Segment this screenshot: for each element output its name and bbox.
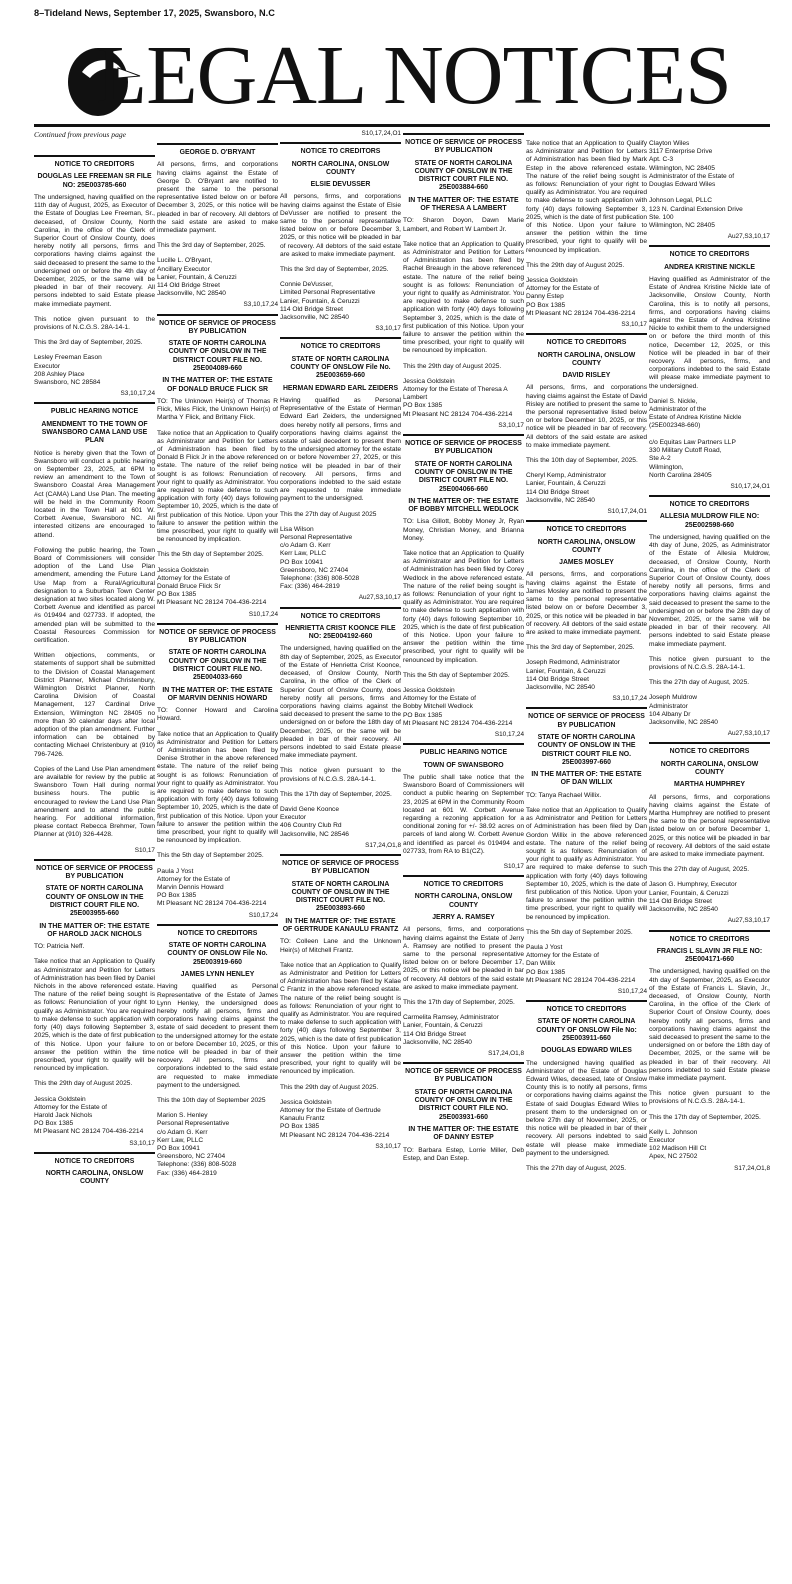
- notice-subheading: MARTHA HUMPHREY: [674, 781, 745, 789]
- notice-heading: NOTICE TO CREDITORS: [546, 526, 627, 534]
- legal-notice: [649, 930, 770, 1173]
- notice-heading: NOTICE OF SERVICE OF PROCESS BY PUBLICATION: [528, 713, 645, 729]
- notice-heading: NOTICE OF SERVICE OF PROCESS BY PUBLICATION: [405, 139, 522, 155]
- notice-heading: NOTICE TO CREDITORS: [177, 929, 258, 937]
- legal-notice: [526, 707, 647, 996]
- section-rule: [280, 854, 401, 856]
- notice-subheading: STATE OF NORTH CAROLINA COUNTY OF ONSLOW IN THE DISTRICT COURT FILE NO. 25E004066-660: [414, 460, 513, 493]
- notice-paragraph: This the 5th day of September 2025.: [157, 852, 264, 860]
- section-rule: [649, 930, 770, 932]
- notice-paragraph: Take notice that an Application to Qualify as Administrator and Petition for Letters of Administration has been filed by Dan Gordon Willix in the above referenced estate. The nature of the relief being sought is as follows: Renunciation of your right to qualify as Administrator. You are required to make defense to such application with forty (40) days following September 10, 2025, which is the date of first publication of this Notice. Upon your failure to answer the petition within the time prescribed, your right to qualify will be renounced by implication.: [526, 806, 647, 921]
- notice-subheading: STATE OF NORTH CAROLINA COUNTY OF ONSLOW IN THE DISTRICT COURT FILE NO. 25E003884-660: [414, 159, 513, 192]
- section-rule: [403, 743, 524, 745]
- notice-paragraph: This the 3rd day of September, 2025.: [280, 266, 389, 274]
- legal-notice: [34, 155, 155, 398]
- notice-subheading: STATE OF NORTH CAROLINA COUNTY OF ONSLOW File No: 25E003911-660: [536, 1018, 637, 1043]
- notice-heading: NOTICE OF SERVICE OF PROCESS BY PUBLICATION: [405, 440, 522, 456]
- notice-subheading: IN THE MATTER OF: THE ESTATE OF GERTRUDE KANAULU FRANTZ: [282, 917, 399, 934]
- notice-paragraph: This notice given pursuant to the provisions of N.C.G.S. 28A-14-1.: [280, 767, 401, 783]
- notice-subheading: STATE OF NORTH CAROLINA COUNTY OF ONSLOW IN THE DISTRICT COURT FILE NO. 25E004033-660: [168, 649, 267, 682]
- notice-paragraph: This the 27th day of August, 2025.: [526, 1165, 627, 1173]
- publication-dates: S10,17,24: [494, 731, 524, 739]
- notice-paragraph: Take notice that an Application to Qualify as Administrator and Petition for Letters of Administration has been filed by Mark Estep in the above referenced estate. The nature of the relief being sought is as follows: Renunciation of your right to qualify as Administrator. You are required to make defense to such application with forty (40) days following September 3, 2025, which is the date of first publication of this Notice. Upon your failure to answer the petition within the time prescribed, your right to qualify will be renounced by implication.: [526, 140, 647, 254]
- publication-dates: Au27,S3,10,17: [727, 730, 770, 738]
- notice-signature-block: Lucille L. O'Bryant, Ancillary Executor Lanier, Fountain, & Ceruzzi 114 Old Bridge Street Jacksonville, NC 28540: [157, 257, 237, 298]
- notice-paragraph: This the 27th day of August, 2025.: [649, 679, 750, 687]
- legal-notice: [34, 1152, 155, 1187]
- notice-signature-block: Jessica Goldstein Attorney for the Estate of Theresa A Lambert PO Box 1385 Mt Pleasant NC 28124 704-436-2214: [403, 377, 513, 418]
- notice-paragraph: The undersigned having qualified as Administrator of the Estate of Douglas Edward Wiles, deceased, late of Onslow County this is to notify all persons, firms or corporations having claims against the Estate of said Douglas Edward Wiles to present them to the undersigned on or before 27th day of November, 2025, or this notice will be pleaded in bar of their recovery. All persons indebted to said estate will please make immediate payment to the undersigned.: [526, 1059, 647, 1157]
- notice-paragraph: TO: Sharon Doyon, Dawn Marie Lambert, and Robert W Lambert Jr.: [403, 217, 524, 233]
- notice-paragraph: All persons, firms, and corporations having claims against the Estate of George D. O'Bryant are notified to present the same to the personal representative listed below on or before December 3, 2025, or this notice will be pleaded in bar of recovery. All debtors of the said estate are asked to make immediate payment.: [157, 161, 278, 234]
- publication-dates: S3,10,17,24: [243, 301, 278, 309]
- publication-dates: S17,24,O1,8: [734, 1164, 770, 1172]
- notice-subheading: HENRIETTA CRIST KOONCE FILE NO: 25E004192-660: [285, 624, 396, 641]
- legal-notice: [403, 875, 524, 1058]
- column-3: [280, 130, 401, 1574]
- notice-paragraph: Having qualified as Personal Representative of the Estate of Herman Edward Earl Zeiders, the undersigned does hereby notify all persons, firms and corporations having claims against the estate of said decedent to present them to the undersigned attorney for the estate on or before November 27, 2025, or this notice will be pleaded in bar of their recovery. All persons, firms and corporations indebted to the said estate are requested to make immediate payment to the undersigned.: [280, 396, 401, 503]
- publication-dates: S3,10,17: [375, 1142, 401, 1150]
- legal-notice: [403, 133, 524, 430]
- notice-subheading: STATE OF NORTH CAROLINA COUNTY OF ONSLOW File No. 25E003659-660: [290, 355, 391, 380]
- notice-subheading: STATE OF NORTH CAROLINA COUNTY OF ONSLOW File No. 25E003919-660: [167, 942, 268, 966]
- notice-paragraph: This the 3rd day of September, 2025.: [526, 644, 635, 652]
- notice-subheading: TOWN OF SWANSBORO: [423, 761, 504, 769]
- notice-heading: NOTICE TO CREDITORS: [669, 251, 750, 259]
- running-head: 8–Tideland News, September 17, 2025, Swansboro, N.C: [34, 8, 275, 18]
- section-rule: [157, 924, 278, 926]
- notice-signature-block: Lesley Freeman Eason Executor 208 Ashley Place Swansboro, NC 28584: [34, 354, 102, 386]
- notice-subheading: JAMES LYNN HENLEY: [180, 971, 255, 979]
- notice-heading: NOTICE OF SERVICE OF PROCESS BY PUBLICATION: [36, 864, 153, 881]
- legal-notice: [157, 924, 278, 1178]
- notice-paragraph: Take notice that an Application to Qualify as Administrator and Petition for Letters of Administration has been filed by Denise Strother in the above referenced estate. The nature of the relief being sought is as follows: Renunciation of your right to qualify as Administrator. You are required to make defense to such application with forty (40) days following September 10, 2025, which is the date of first publication of this Notice. Upon your failure to answer the petition within the time prescribed, your right to qualify will be renounced by implication.: [157, 730, 278, 845]
- notice-subheading: STATE OF NORTH CAROLINA COUNTY OF ONSLOW IN THE DISTRICT COURT FILE NO. 25E004089-660: [168, 340, 267, 373]
- notice-paragraph: Take notice that an Application to Qualify as Administrator and Petition for Letters of Administration has been filed by Donald B Flick Jr in the above referenced estate. The nature of the relief being sought is as follows: Renunciation of your right to qualify as Administrator. You are required to make defense to such application with forty (40) days following September 10, 2025, which is the date of first publication of this Notice. Upon your failure to answer the petition within the time prescribed, your right to qualify will be renounced by implication.: [157, 429, 278, 544]
- notice-paragraph: TO: Colleen Lane and the Unknown Heir(s) of Mitchell Frantz.: [280, 938, 401, 954]
- notice-signature-block: Cheryl Kemp, Administrator Lanier, Fountain, & Ceruzzi 114 Old Bridge Street Jacksonville, NC 28540: [526, 472, 607, 504]
- notice-paragraph: This the 5th day of September 2025.: [526, 928, 633, 936]
- notice-signature-block: Jason G. Humphrey, Executor Lanier, Fountain, & Ceruzzi 114 Old Bridge Street Jacksonville, NC 28540: [649, 881, 737, 914]
- notice-heading: NOTICE TO CREDITORS: [423, 881, 504, 889]
- section-rule: [526, 520, 647, 522]
- notice-paragraph: Take notice that an Application to Qualify as Administrator and Petition for Letters of Administration has been filed by Daniel Nichols in the above referenced estate. The nature of the relief being sought is as follows: Renunciation of your right to qualify as Administrator. You are required to make defense to such application with forty (40) days following September 3, 2025, which is the date of first publication of this Notice. Upon your failure to answer the petition within the time prescribed, your right to qualify will be renounced by implication.: [34, 958, 155, 1073]
- notice-paragraph: All persons, firms, and corporations having claims against the Estate of James Mosley are notified to present the same to the personal representative listed below on or before December 3, 2025, or this notice will be pleaded in bar of recovery. All debtors of the said estate are asked to make immediate payment.: [526, 571, 647, 636]
- legal-notice: [526, 1000, 647, 1173]
- publication-dates: S10,17,24,O1: [607, 508, 647, 516]
- notice-heading: NOTICE OF SERVICE OF PROCESS BY PUBLICATION: [405, 1068, 522, 1084]
- section-rule: [403, 1062, 524, 1064]
- notice-signature-block: Daniel S. Nickle, Administrator of the Estate of Andrea Kristine Nickle (25E002348-660) c/o Equitas Law Partners LLP 330 Military Cutoff Road, Ste A-2 Wilmington, North Carolina 28405: [649, 397, 742, 479]
- legal-notice: [403, 743, 524, 871]
- column-1: [34, 152, 155, 1584]
- notice-subheading: FRANCIS L SLAVIN JR FILE NO: 25E004171-660: [656, 947, 763, 964]
- publication-dates: S10,17,24,O1: [361, 130, 401, 137]
- notice-heading: NOTICE TO CREDITORS: [54, 1157, 135, 1165]
- legal-notice: [649, 495, 770, 738]
- notice-paragraph: Take notice that an Application to Qualify as Administrator and Petition for Letters of Administration has been filed by Rachel Breaugh in the above referenced estate. The nature of the relief being sought is as follows: Renunciation of your right to qualify as Administrator. You are required to make defense to such application with forty (40) days following September 3, 2025, which is the date of first publication of this Notice. Upon your failure to answer the petition within the time prescribed, your right to qualify will be renounced by implication.: [403, 240, 524, 355]
- notice-heading: GEORGE D. O'BRYANT: [179, 149, 256, 156]
- notice-paragraph: Take notice that an Application to Qualify as Administrator and Petition for Letters of Administration has been filed by Kalae C Frantz in the above referenced estate. The nature of the relief being sought is as follows: Renunciation of your right to qualify as Administrator. You are required to make defense to such application with forty (40) days following September 3, 2025, which is the date of first publication of this Notice. Upon your failure to answer the petition within the time prescribed, your right to qualify will be renounced by implication.: [280, 961, 401, 1076]
- publication-dates: S10,17,24: [617, 987, 647, 995]
- notice-paragraph: Having qualified as Personal Representative of the Estate of James Lynn Henley, the undersigned does hereby notify all persons, firms and corporations having claims against the estate of said decedent to present them to the undersigned attorney for the estate on or before December 10, 2025, or this notice will be pleaded in bar of their recovery. All persons, firms and corporations indebted to the said estate are requested to make immediate payment to the undersigned.: [157, 983, 278, 1089]
- notice-paragraph: Following the public hearing, the Town Board of Commissioners will consider adoption of the Land Use Plan amendment, amending the Future Land Use Map from a Rural/Agricultural designation to a Suburban Town Center designation at two sites located along W. Corbett Avenue and identified as parcel #s 019494 and 027733. If adopted, the amended plan will be submitted to the Coastal Resources Commission for certification.: [34, 546, 155, 645]
- notice-signature-block: Connie DeVusser, Limited Personal Representative Lanier, Fountain, & Ceruzzi 114 Old Bridge Street Jacksonville, NC 28540: [280, 281, 376, 322]
- notice-subheading: ANDREA KRISTINE NICKLE: [664, 263, 755, 271]
- section-rule: [649, 495, 770, 497]
- section-rule: [34, 859, 155, 861]
- legal-notice: [280, 142, 401, 333]
- notice-paragraph: This the 5th day of September 2025.: [157, 551, 264, 559]
- notice-heading: PUBLIC HEARING NOTICE: [419, 749, 508, 757]
- notice-paragraph: This the 27th day of August 2025: [280, 510, 377, 518]
- notice-heading: NOTICE TO CREDITORS: [546, 1006, 627, 1014]
- notice-signature-block: Clayton Wiles 3117 Enterprise Drive Apt. C-3 Wilmington, NC 28405 Administrator of the Estate of Douglas Edward Wiles Johnson Legal, PLLC 123 N. Cardinal Extension Drive Ste. 100 Wilmington, NC 28405: [649, 140, 743, 230]
- notice-subheading: IN THE MATTER OF: THE ESTATE OF MARVIN DENNIS HOWARD: [162, 686, 273, 702]
- notice-heading: NOTICE TO CREDITORS: [669, 501, 750, 509]
- notice-heading: PUBLIC HEARING NOTICE: [50, 408, 139, 416]
- notice-subheading: NORTH CAROLINA, ONSLOW COUNTY: [414, 893, 513, 909]
- publication-dates: S10,17: [134, 846, 155, 854]
- publication-dates: S10,17,24: [248, 610, 278, 618]
- notice-paragraph: TO: Lisa Gillott, Bobby Money Jr, Ryan Money, Christian Money, and Brianna Money.: [403, 518, 524, 542]
- legal-notice: [526, 140, 647, 329]
- notice-heading: NOTICE TO CREDITORS: [300, 612, 381, 620]
- section-rule: [403, 875, 524, 877]
- section-rule: [157, 314, 278, 316]
- header-rule: [34, 124, 770, 127]
- notice-signature-block: Paula J Yost Attorney for the Estate of Dan Willix PO Box 1385 Mt Pleasant NC 28124 704-436-2214: [526, 943, 636, 984]
- notice-subheading: DOUGLAS EDWARD WILES: [541, 1047, 632, 1055]
- publication-dates: S3,10,17: [621, 321, 647, 329]
- legal-notice: [157, 314, 278, 619]
- notice-paragraph: This the 29th day of August 2025.: [403, 362, 502, 370]
- section-rule: [34, 155, 155, 157]
- section-rule: [649, 742, 770, 744]
- column-6: [649, 140, 770, 1584]
- notice-paragraph: The undersigned, having qualified on the 4th day of September, 2025, as Executor of the Estate of Francis L. Slavin, Jr., deceased, of Onslow County, North Carolina, in the office of the Clerk of Superior Court of Onslow County, does hereby notify all persons, firms and corporations having claims against the said deceased to present the same to the undersigned on or before the 18th day of December, 2025, or the same will be pleaded in bar of their recovery. All persons indebted to said Estate please make immediate payment.: [649, 968, 770, 1083]
- legal-notice: [280, 607, 401, 850]
- notice-paragraph: This the 27th day of August, 2025.: [649, 866, 750, 874]
- publication-dates: Au27,S3,10,17: [358, 594, 401, 602]
- notice-paragraph: Having qualified as Administrator of the Estate of Andrea Kristine Nickle late of Jacksonville, Onslow County, North Carolina, this is to notify all persons, firms, and corporations having claims against the Estate of Andrea Kristine Nickle to exhibit them to the undersigned on or before the third month of this notice, December 12, 2025, or this Notice will be pleaded in bar of their recovery. All persons, firms, and corporations indebted to the said Estate will please make immediate payment to the undersigned.: [649, 276, 770, 390]
- section-rule: [34, 1152, 155, 1154]
- section-rule: [157, 143, 278, 145]
- notice-paragraph: Written objections, comments, or statements of support shall be submitted to the Division of Coastal Management District Planner, Michael Christenbury, Wilmington District Planner, North Carolina Division of Coastal Management, 127 Cardinal Drive Extension, Wilmington NC 28405 no more than 30 calendar days after local adoption of the plan amendment. Further information can be obtained by contacting Michael Christenbury at (910) 796-7426.: [34, 652, 155, 758]
- continued-note: Continued from previous page: [34, 130, 127, 139]
- publication-dates: Au27,S3,10,17: [727, 917, 770, 925]
- notice-subheading: NORTH CAROLINA, ONSLOW COUNTY: [537, 351, 636, 367]
- notice-paragraph: All persons, firms, and corporations having claims against the Estate of Martha Humphrey are notified to present the same to the personal representative listed below on or before December 1, 2025, or this notice will be pleaded in bar of recovery. All debtors of the said estate are asked to make immediate payment.: [649, 793, 770, 859]
- notice-subheading: IN THE MATTER OF: THE ESTATE OF DANNY ESTEP: [408, 1125, 519, 1142]
- section-rule: [403, 434, 524, 436]
- legal-notice: [526, 333, 647, 516]
- notice-heading: NOTICE OF SERVICE OF PROCESS BY PUBLICATION: [159, 628, 276, 645]
- notice-paragraph: TO: Tanya Rachael Willix.: [526, 791, 602, 799]
- notice-paragraph: This the 5th day of September 2025.: [403, 671, 510, 679]
- notice-subheading: STATE OF NORTH CAROLINA COUNTY OF ONSLOW IN THE DISTRICT COURT FILE NO. 25E003955-660: [45, 885, 144, 918]
- notice-signature-block: Jessica Goldstein Attorney for the Estate of Danny Estep PO Box 1385 Mt Pleasant NC 28124 704-436-2214: [526, 277, 636, 317]
- publication-dates: S3,10,17,24: [120, 390, 155, 398]
- notice-paragraph: This the 3rd day of September, 2025.: [34, 339, 143, 347]
- notice-subheading: STATE OF NORTH CAROLINA COUNTY OF ONSLOW IN THE DISTRICT COURT FILE NO. 25E003931-660: [414, 1088, 513, 1121]
- section-rule: [649, 245, 770, 247]
- notice-subheading: IN THE MATTER OF: THE ESTATE OF DONALD BRUCE FLICK SR: [162, 377, 273, 393]
- notice-paragraph: The undersigned, having qualified on the 4th day of June, 2025, as Administrator of the Estate of Allesia Muldrow, deceased, of Onslow County, North Carolina, in the office of the Clerk of Superior Court of Onslow County, does hereby notify all persons, firms and corporations having claims against the said deceased to present the same to the undersigned on or before the 28th day of November, 2025, or the same will be pleaded in bar of their recovery. All persons indebted to said Estate please make immediate payment.: [649, 534, 770, 648]
- notice-paragraph: This the 10th day of September, 2025.: [526, 457, 638, 465]
- section-rule: [157, 623, 278, 625]
- publication-dates: S3,10,17: [498, 421, 524, 429]
- notice-signature-block: Joseph Redmond, Administrator Lanier, Fountain, & Ceruzzi 114 Old Bridge Street Jacksonville, NC 28540: [526, 659, 620, 691]
- notice-heading: NOTICE OF SERVICE OF PROCESS BY PUBLICATION: [282, 859, 399, 876]
- notice-signature-block: Jessica Goldstein Attorney for the Estate of Harold Jack Nichols PO Box 1385 Mt Pleasant NC 28124 704-436-2214: [34, 1095, 144, 1136]
- column-4: [403, 130, 524, 1574]
- section-rule: [403, 133, 524, 135]
- notice-paragraph: All persons, firms, and corporations having claims against the Estate of David Risley are notified to present the same to the personal representative listed below on or before December 10, 2025, or this notice will be pleaded in bar of recovery. All debtors of the said estate are asked to make immediate payment.: [526, 384, 647, 449]
- legal-notice: [403, 1062, 524, 1163]
- legal-notice: [34, 859, 155, 1148]
- notice-subheading: IN THE MATTER OF: THE ESTATE OF HAROLD JACK NICHOLS: [39, 922, 150, 938]
- section-rule: [526, 1000, 647, 1002]
- publication-dates: S10,17: [503, 862, 524, 870]
- notice-paragraph: This notice given pursuant to the provisions of N.C.G.S. 28A-14-1.: [649, 655, 770, 672]
- notice-signature-block: Jessica Goldstein Attorney for the Estate of Donald Bruce Flick Sr PO Box 1385 Mt Pleasant NC 28124 704-436-2214: [157, 566, 267, 607]
- notice-heading: NOTICE TO CREDITORS: [669, 748, 750, 756]
- notice-subheading: ELSIE DEVUSSER: [310, 181, 371, 189]
- legal-notice: [280, 130, 401, 138]
- notice-paragraph: TO: Patricia Neff.: [34, 943, 85, 951]
- banner-title: LEGAL NOTICES: [96, 29, 731, 122]
- publication-dates: S3,10,17: [129, 1139, 155, 1147]
- notice-subheading: NORTH CAROLINA, ONSLOW COUNTY: [291, 160, 390, 176]
- section-rule: [526, 707, 647, 709]
- notice-paragraph: This notice given pursuant to the provisions of N.C.G.S. 28A-14-1.: [34, 315, 155, 331]
- legal-notice: [649, 245, 770, 491]
- notice-subheading: STATE OF NORTH CAROLINA COUNTY OF ONSLOW IN THE DISTRICT COURT FILE NO. 25E003893-660: [291, 880, 390, 913]
- legal-notice: [649, 140, 770, 241]
- notice-paragraph: This notice given pursuant to the provisions of N.C.G.S. 28A-14-1.: [649, 1090, 770, 1106]
- page-header: [0, 0, 792, 139]
- notice-subheading: NORTH CAROLINA, ONSLOW COUNTY: [45, 1170, 144, 1186]
- legal-notice: [157, 623, 278, 920]
- notice-signature-block: Carmelita Ramsey, Administrator Lanier, Fountain, & Ceruzzi 114 Old Bridge Street Jacksonville, NC 28540: [403, 1014, 499, 1046]
- notice-paragraph: This the 17th day of September, 2025.: [649, 1113, 761, 1121]
- notice-heading: NOTICE OF SERVICE OF PROCESS BY PUBLICATION: [159, 319, 276, 335]
- notice-heading: NOTICE TO CREDITORS: [669, 935, 750, 943]
- notice-paragraph: This the 29th day of August 2025.: [34, 1080, 133, 1088]
- notice-heading: NOTICE TO CREDITORS: [54, 161, 135, 168]
- legal-notice: [403, 434, 524, 739]
- notice-subheading: IN THE MATTER OF: THE ESTATE OF THERESA A LAMBERT: [408, 196, 519, 213]
- section-rule: [280, 337, 401, 339]
- notice-subheading: JAMES MOSLEY: [559, 559, 614, 567]
- publication-dates: S10,17,24: [248, 911, 278, 919]
- notice-subheading: DAVID RISLEY: [562, 372, 611, 380]
- notice-subheading: ALLESIA MULDROW FILE NO: 25E002598-660: [659, 513, 760, 529]
- publication-dates: Au27,S3,10,17: [727, 233, 770, 241]
- notice-paragraph: Copies of the Land Use Plan amendment are available for review by the public at Swansboro Town Hall during normal business hours. The public is encouraged to review the Land Use Plan amendment and to attend the public hearing. For additional information, please contact Rebecca Brehmer, Town Planner at (910) 326-4428.: [34, 765, 155, 839]
- notice-subheading: JERRY A. RAMSEY: [432, 914, 495, 922]
- notice-paragraph: This the 29th day of August 2025.: [280, 1083, 379, 1091]
- notice-heading: NOTICE TO CREDITORS: [300, 343, 381, 351]
- notice-paragraph: This the 29th day of August 2025.: [526, 261, 625, 269]
- notice-paragraph: TO: Conner Howard and Carolina Howard.: [157, 707, 278, 723]
- notice-heading: NOTICE TO CREDITORS: [300, 148, 381, 156]
- notice-signature-block: Joseph Muldrow Administrator 104 Albany Dr Jacksonville, NC 28540: [649, 694, 718, 727]
- column-5: [526, 140, 647, 1584]
- notice-paragraph: The undersigned, having qualified on the 8th day of September, 2025, as Executor of the Estate of Henrietta Crist Koonce, deceased, of Onslow County, North Carolina, in the office of the Clerk of Superior Court of Onslow County, does hereby notify all persons, firms and corporations having claims against the said deceased to present the same to the undersigned on or before the 18th day of December, 2025, or the same will be pleaded in bar of their recovery. All persons indebted to said Estate please make immediate payment.: [280, 645, 401, 760]
- publication-dates: S17,24,O1,8: [365, 841, 401, 849]
- notice-paragraph: The public shall take notice that the Swansboro Board of Commissioners will conduct a public hearing on September 23, 2025 at 6PM in the Community Room located at 601 W. Corbett Avenue regarding a rezoning application for a conditional zoning for +/- 38.92 acres on parcels of land along W. Corbett Avenue and identified as parcel #s 019494 and 027733, from RA to B1(CZ).: [403, 773, 524, 855]
- notice-signature-block: Jessica Goldstein Attorney for the Estate of Bobby Mitchell Wedlock PO Box 1385 Mt Pleasant NC 28124 704-436-2214: [403, 687, 513, 727]
- publication-dates: S17,24,O1,8: [488, 1049, 524, 1057]
- legal-notice: [649, 742, 770, 925]
- notice-signature-block: David Gene Koonce Executor 406 Country Club Rd Jacksonville, NC 28546: [280, 805, 349, 838]
- legal-notice: [526, 520, 647, 703]
- section-rule: [280, 142, 401, 144]
- notice-subheading: DOUGLAS LEE FREEMAN SR FILE NO: 25E003785-660: [37, 173, 152, 189]
- notice-subheading: AMENDMENT TO THE TOWN OF SWANSBORO CAMA LAND USE PLAN: [41, 420, 148, 445]
- notice-subheading: IN THE MATTER OF: THE ESTATE OF DAN WILLIX: [531, 771, 642, 787]
- notice-signature-block: Kelly L. Johnson Executor 102 Madison Hill Ct Apex, NC 27502: [649, 1128, 707, 1161]
- notice-paragraph: TO: Barbara Estep, Lorrie Miller, Deb Estep, and Dan Estep.: [403, 1146, 524, 1162]
- notice-signature-block: Jessica Goldstein Attorney for the Estate of Gertrude Kanaulu Frantz PO Box 1385 Mt Pleasant NC 28124 704-436-2214: [280, 1098, 390, 1139]
- publication-dates: S3,10,17: [375, 325, 401, 333]
- notice-paragraph: TO: The Unknown Heir(s) of Thomas R Flick, Miles Flick, the Unknown Heir(s) of Martha Y Flick, and Brittany Flick.: [157, 397, 278, 422]
- notice-paragraph: Notice is hereby given that the Town of Swansboro will conduct a public hearing on September 23, 2025, at 6PM to review an amendment to the Town of Swansboro Coastal Area Management Act (CAMA) Land Use Plan. The meeting will be held in the Community Room located in the Town Hall at 601 W. Corbett Avenue, Swansboro NC. All interested citizens are encouraged to attend.: [34, 449, 155, 539]
- legal-notice: [34, 402, 155, 855]
- section-rule: [34, 402, 155, 404]
- notice-paragraph: All persons, firms, and corporations having claims against the Estate of Elsie DeVusser are notified to present the same to the personal representative listed below on or before December 3, 2025, or this notice will be pleaded in bar of recovery. All debtors of the said estate are asked to make immediate payment.: [280, 193, 401, 258]
- notice-paragraph: This the 10th day of September 2025: [157, 1096, 266, 1104]
- notice-paragraph: All persons, firms, and corporations having claims against the Estate of Jerry A. Ramsey are notified to present the same to the personal representative listed below on or before December 17, 2025, or this notice will be pleaded in bar of recovery. All debtors of the said estate are asked to make immediate payment.: [403, 926, 524, 991]
- notice-signature-block: Marion S. Henley Personal Representative c/o Adam G. Kerr Kerr Law, PLLC PO Box 10941 Greensboro, NC 27404 Telephone: (336) 808-5028 Fax: (336) 464-2819: [157, 1112, 237, 1177]
- legal-notice: [280, 337, 401, 602]
- notice-paragraph: This the 17th day of September, 2025.: [403, 998, 515, 1006]
- publication-dates: S10,17,24,O1: [730, 482, 770, 490]
- notice-paragraph: This the 17th day of September, 2025.: [280, 790, 392, 798]
- legal-notice: [280, 854, 401, 1151]
- notice-signature-block: Paula J Yost Attorney for the Estate of Marvin Dennis Howard PO Box 1385 Mt Pleasant NC 28124 704-436-2214: [157, 867, 267, 908]
- section-rule: [280, 607, 401, 609]
- column-2: [157, 140, 278, 1584]
- notice-subheading: NORTH CAROLINA, ONSLOW COUNTY: [537, 538, 636, 554]
- notice-signature-block: Lisa Wilson Personal Representative c/o Adam G. Kerr Kerr Law, PLLC PO Box 10941 Greensboro, NC 27404 Telephone: (336) 808-5028 Fax: (336) 464-2819: [280, 525, 360, 591]
- notice-subheading: NORTH CAROLINA, ONSLOW COUNTY: [660, 760, 759, 777]
- section-rule: [526, 333, 647, 335]
- notice-paragraph: This the 3rd day of September, 2025.: [157, 242, 266, 250]
- notice-heading: NOTICE TO CREDITORS: [546, 339, 627, 347]
- notice-subheading: IN THE MATTER OF: THE ESTATE OF BOBBY MITCHELL WEDLOCK: [408, 497, 519, 514]
- notice-subheading: STATE OF NORTH CAROLINA COUNTY OF ONSLOW IN THE DISTRICT COURT FILE NO. 25E003997-660: [537, 733, 636, 766]
- notice-paragraph: Take notice that an Application to Qualify as Administrator and Petition for Letters of Administration has been filed by Corey Wedlock in the above referenced estate. The nature of the relief being sought is as follows: Renunciation of your right to qualify as Administrator. You are required to make defense to such application with forty (40) days following September 10, 2025, which is the date of first publication of this Notice. Upon your failure to answer the petition within the time prescribed, your right to qualify will be renounced by implication.: [403, 550, 524, 664]
- legal-notice: [157, 143, 278, 310]
- publication-dates: S3,10,17,24: [612, 695, 647, 703]
- notice-subheading: HERMAN EDWARD EARL ZEIDERS: [282, 384, 399, 392]
- notice-paragraph: The undersigned, having qualified on the 11th day of August, 2025, as Executor of the Estate of Douglas Lee Freeman, Sr., deceased, of Onslow County, North Carolina, in the office of the Clerk of Superior Court of Onslow County, does hereby notify all persons, firms and corporations having claims against the said deceased to present the same to the undersigned on or before the 4th day of December, 2025, or the same will be pleaded in bar of their recovery. All persons indebted to said Estate please make immediate payment.: [34, 193, 155, 308]
